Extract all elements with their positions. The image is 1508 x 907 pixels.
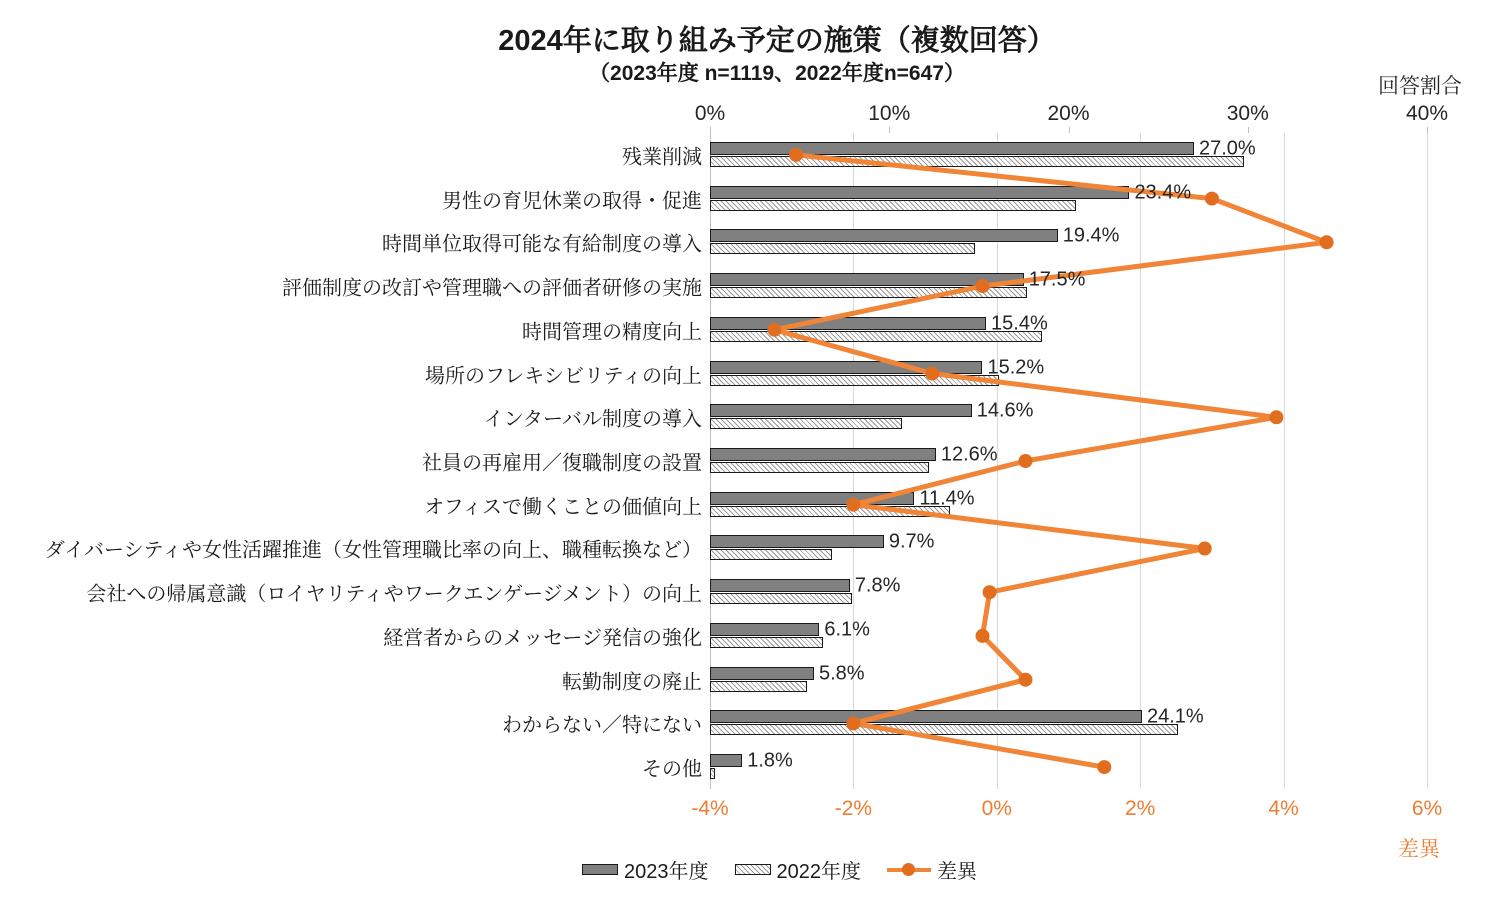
bar-data-label: 14.6% [976, 399, 1034, 422]
top-axis-tick-label: 0% [694, 102, 726, 125]
bar-data-label: 27.0% [1198, 137, 1256, 160]
bar-data-label: 15.4% [991, 312, 1048, 335]
bottom-axis-title: 差異 [1398, 838, 1440, 861]
category-label: 時間管理の精度向上 [522, 321, 702, 344]
bottom-axis-tick-label: 4% [1268, 797, 1299, 820]
diff-point [1019, 673, 1033, 687]
bar-data-label: 9.7% [888, 530, 935, 553]
diff-point [925, 367, 939, 381]
diff-point [1205, 192, 1219, 206]
bar-data-label: 23.4% [1134, 181, 1192, 204]
bar-data-label: 15.2% [987, 356, 1045, 379]
bar-data-label: 6.1% [824, 618, 870, 641]
bar-data-label: 24.1% [1146, 705, 1204, 728]
category-label: インターバル制度の導入 [483, 408, 702, 431]
diff-point [983, 585, 997, 599]
bar-data-label: 5.8% [818, 662, 865, 685]
category-label: 会社への帰属意識（ロイヤリティやワークエンゲージメント）の向上 [86, 583, 702, 606]
chart-subtitle: （2023年度 n=1119、2022年度n=647） [589, 62, 965, 85]
top-axis-tick-label: 40% [1405, 102, 1449, 125]
legend-label: 差異 [937, 861, 977, 883]
diff-point [846, 498, 860, 512]
category-label: 残業削減 [622, 146, 702, 169]
bar-data-label: 11.4% [919, 487, 975, 510]
bottom-axis-tick-label: 0% [981, 797, 1012, 820]
bar-data-label: 7.8% [854, 574, 901, 597]
bar-data-label: 17.5% [1028, 268, 1086, 291]
legend-label: 2023年度 [624, 861, 709, 883]
diff-point [1320, 235, 1334, 249]
bar-data-label: 12.6% [940, 443, 998, 466]
diff-point [1019, 454, 1033, 468]
category-label: 場所のフレキシビリティの向上 [425, 365, 702, 388]
diff-point [1198, 542, 1212, 556]
diff-point [976, 279, 990, 293]
chart-title: 2024年に取り組み予定の施策（複数回答） [498, 25, 1056, 57]
bottom-axis-tick-label: 6% [1411, 797, 1443, 820]
top-axis-title: 回答割合 [1378, 75, 1462, 98]
diff-point [1269, 410, 1283, 424]
category-label: わからない／特にない [502, 714, 702, 737]
legend-label: 2022年度 [776, 861, 861, 883]
category-label: 男性の育児休業の取得・促進 [442, 190, 702, 213]
category-label: 社員の再雇用／復職制度の設置 [422, 452, 702, 475]
diff-point [1097, 760, 1111, 774]
category-label: ダイバーシティや女性活躍推進（女性管理職比率の向上、職種転換など） [44, 539, 702, 562]
bar-data-label: 19.4% [1062, 224, 1120, 247]
bottom-axis-tick-label: 2% [1125, 797, 1156, 820]
category-label: 評価制度の改訂や管理職への評価者研修の実施 [282, 277, 702, 300]
bottom-axis-tick-label: -4% [691, 797, 729, 820]
top-axis-tick-label: 20% [1047, 102, 1090, 125]
diff-point [768, 323, 782, 337]
top-axis-tick-label: 10% [868, 102, 911, 125]
category-label: その他 [642, 758, 702, 781]
diff-point [846, 716, 860, 730]
diff-point [976, 629, 990, 643]
category-label: オフィスで働くことの価値向上 [424, 496, 702, 519]
bar-data-label: 1.8% [747, 749, 793, 772]
category-label: 時間単位取得可能な有給制度の導入 [382, 233, 702, 256]
category-label: 転勤制度の廃止 [562, 671, 702, 694]
bottom-axis-tick-label: -2% [834, 797, 873, 820]
top-axis-tick-label: 30% [1226, 102, 1269, 125]
category-label: 経営者からのメッセージ発信の強化 [383, 627, 702, 650]
diff-point [789, 148, 803, 162]
